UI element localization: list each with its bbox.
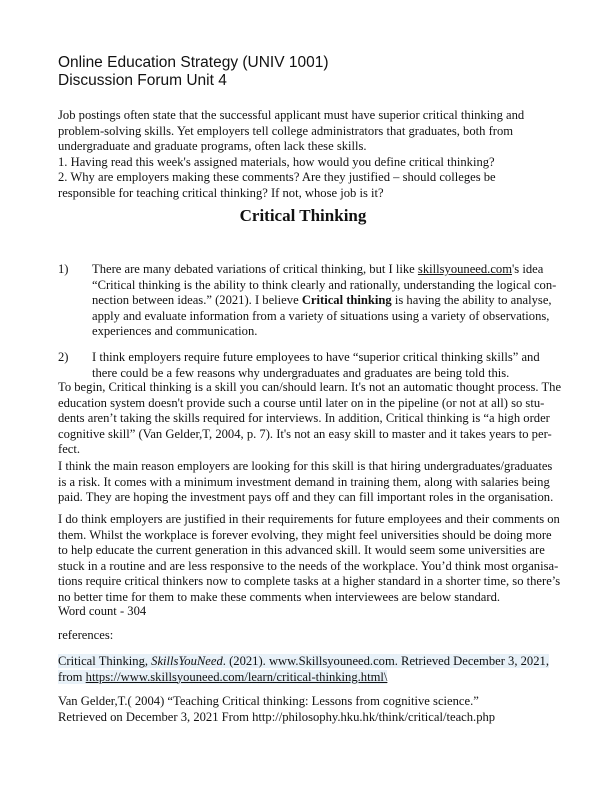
bold-term: Critical thinking [301,293,392,308]
paragraph-line: education system doesn't provide such a course until later on in the pipeline (or not at all) so stu- [58,395,545,410]
paragraph-line: To begin, Critical thinking is a skill you can/should learn. It's not an automatic thought process. The [58,380,562,394]
assignment-prompt [58,108,558,202]
prompt-line: problem-solving skills. Yet employers tell college administrators that graduates, both from [58,123,514,138]
prompt-line: responsible for teaching critical thinking? If not, whose job is it? [58,185,384,200]
reference-entry [58,654,558,685]
paragraph-line: I do think employers are justified in their requirements for future employees and their comments on [58,512,560,526]
reference-text: . (2021). www.Skillsyouneed.com. Retrieved December 3, 2021, [222,654,549,668]
reference-source: SkillsYouNeed [151,654,223,668]
item-text: apply and evaluate information from a variety of situations using a variety of observations, [92,308,550,323]
item-text: there could be a few reasons why undergraduates and graduates are being told this. [92,365,510,380]
paragraph-line: paid. They are hoping the investment pays off and they can fill important roles in the organisation. [58,490,554,505]
paragraph-line: to help educate the current generation in this advanced skill. It would seem some universities are [58,543,545,558]
paragraph-line: I think the main reason employers are looking for this skill is that hiring undergraduates/graduates [58,459,553,473]
reference-text: Critical Thinking, [58,654,152,668]
reference-link[interactable]: https://www.skillsyouneed.com/learn/critical-thinking.html\ [85,669,388,684]
essay-title: Critical Thinking [239,206,367,225]
paragraph-line: is a risk. It comes with a minimum investment demand in training them, along with salaries being [58,474,550,489]
prompt-line: Job postings often state that the successful applicant must have superior critical thinking and [58,108,525,122]
prompt-line: 1. Having read this week's assigned materials, how would you define critical thinking? [58,154,495,169]
item-text: “Critical thinking is the ability to think clearly and rationally, understanding the logical con- [92,277,557,292]
paragraph [58,512,561,606]
reference-entry [58,694,558,725]
item-text: 's idea [512,262,544,276]
list-number: 1) [58,262,69,276]
paragraph-line: fect. [58,442,81,457]
item-text: I think employers require future employees to have “superior critical thinking skills” and [92,349,540,364]
paragraph-line: stuck in a routine and are less responsive to the needs of the workplace. You’d think most organisa- [58,558,559,573]
list-item [58,262,558,340]
list-number: 2) [58,349,69,364]
paragraph-line: dents aren’t taking the skills required for interviews. In addition, Critical thinking is “a high order [58,411,550,426]
prompt-line: 2. Why are employers making these comments? Are they justified – should colleges be [58,170,496,185]
answer-list [58,262,558,391]
course-title: Online Education Strategy (UNIV 1001) [58,54,329,71]
item-text: There are many debated variations of critical thinking, but I like [92,262,418,276]
paragraph-line: cognitive skill” (Van Gelder,T, 2004, p. 7). It's not an easy skill to master and it takes years to per- [58,426,552,441]
reference-text: Van Gelder,T.( 2004) “Teaching Critical thinking: Lessons from cognitive science.” [58,694,479,708]
paragraph-line: no better time for them to make these comments when interviewees are below standard. [58,589,501,604]
references-label: references: [58,628,114,642]
paragraph [58,459,558,506]
item-text: experiences and communication. [92,324,258,339]
item-text: is having the ability to analyse, [391,293,552,308]
document-header [58,54,329,90]
item-text: nection between ideas.” (2021). I believe [92,293,302,308]
list-item [58,350,558,381]
prompt-line: undergraduate and graduate programs, often lack these skills. [58,139,367,154]
paragraph-line: them. Whilst the workplace is forever evolving, they might feel universities should be doing more [58,527,552,542]
reference-text: from [58,669,86,684]
source-link[interactable]: skillsyouneed.com [417,262,513,276]
paragraph [58,380,562,458]
word-count: Word count - 304 [58,604,147,618]
forum-title: Discussion Forum Unit 4 [58,72,227,89]
paragraph-line: tions require critical thinkers now to complete tasks at a higher standard in a shorter time, so there’s [58,574,561,589]
reference-text: Retrieved on December 3, 2021 From http://philosophy.hku.hk/think/critical/teach.php [58,709,496,724]
